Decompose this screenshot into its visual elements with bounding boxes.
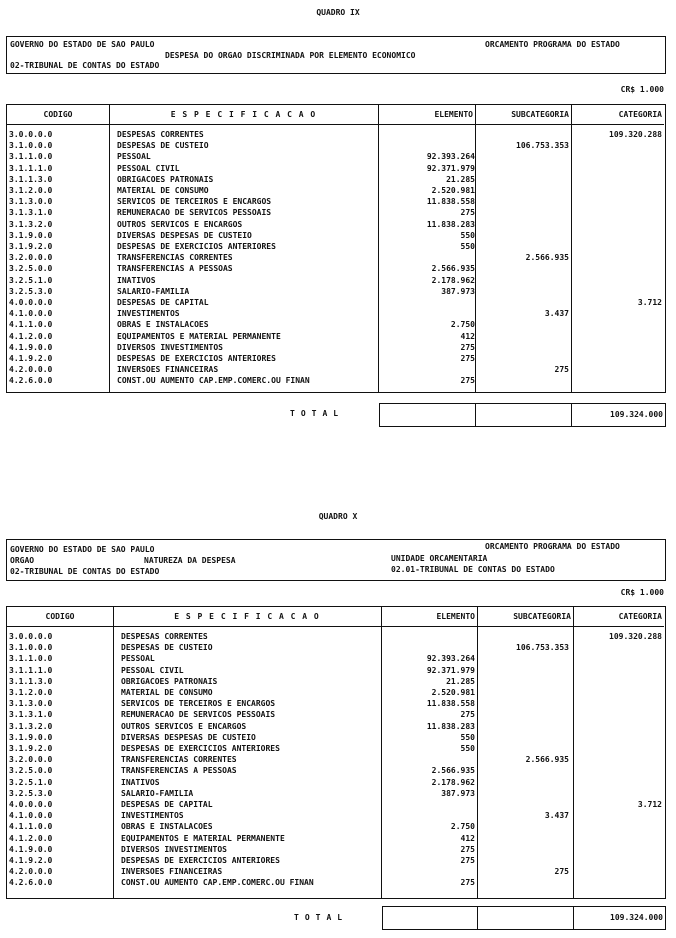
cell-elemento: 275 [460,844,475,854]
total-label: TOTAL [290,409,345,418]
quadro-x-table [6,606,666,899]
cell-elemento: 11.838.558 [426,197,475,207]
cell-especificacao: SALARIO-FAMILIA [121,788,194,798]
cell-subcategoria: 2.566.935 [525,253,569,263]
cell-especificacao: DIVERSOS INVESTIMENTOS [121,844,227,854]
quadro-ix-header-box [6,36,666,74]
col-header-elemento: ELEMENTO [434,110,473,119]
table-row [7,877,664,888]
table-row [7,308,664,319]
table-row [7,721,664,732]
cell-codigo: 3.1.9.2.0 [9,242,53,251]
cell-codigo: 3.2.0.0.0 [9,755,53,765]
total-label: TOTAL [294,913,349,922]
cell-especificacao: OBRAS E INSTALACOES [121,822,213,832]
cell-elemento: 412 [460,331,475,341]
cell-especificacao: DESPESAS DE CUSTEIO [121,643,213,653]
table-row [7,765,664,776]
cell-especificacao: DIVERSAS DESPESAS DE CUSTEIO [121,732,256,742]
table-row [7,263,664,274]
cell-codigo: 3.1.9.0.0 [9,732,53,742]
cell-especificacao: INVERSOES FINANCEIRAS [121,867,223,877]
table-row [7,241,664,252]
table-row [7,140,664,151]
cell-codigo: 3.0.0.0.0 [9,130,53,139]
cell-especificacao: DESPESAS DE EXERCICIOS ANTERIORES [117,242,276,251]
cell-especificacao: MATERIAL DE CONSUMO [117,186,209,195]
cell-especificacao: CONST.OU AUMENTO CAP.EMP.COMERC.OU FINAN [121,878,314,888]
cell-especificacao: DESPESAS DE EXERCICIOS ANTERIORES [117,354,276,363]
table-header-row [7,105,664,125]
cell-elemento: 92.393.264 [426,152,475,162]
table-row [7,163,664,174]
cell-subcategoria: 275 [554,365,569,375]
total-value: 109.324.000 [610,410,663,419]
cell-codigo: 4.1.1.0.0 [9,822,53,832]
cell-codigo: 3.1.1.1.0 [9,665,53,675]
cell-especificacao: SALARIO-FAMILIA [117,286,190,296]
table-row [7,196,664,207]
cell-especificacao: TRANSFERENCIAS CORRENTES [121,755,237,765]
cell-codigo: 4.0.0.0.0 [9,800,53,809]
col-header-especificacao: E S P E C I F I C A C A O [174,612,320,621]
table-row [7,665,664,676]
table-row [7,676,664,687]
table-row [7,342,664,353]
cell-elemento: 275 [460,878,475,888]
table-row [7,698,664,709]
quadro-ix-title: QUADRO IX [316,8,360,17]
cell-codigo: 3.1.3.2.0 [9,721,53,731]
cell-especificacao: DESPESAS CORRENTES [117,130,204,139]
cell-codigo: 3.1.2.0.0 [9,186,53,195]
cell-elemento: 21.285 [446,174,475,184]
cell-especificacao: DESPESAS DE CAPITAL [117,298,209,307]
cell-codigo: 4.2.0.0.0 [9,365,53,375]
quadro-ix-table [6,104,666,393]
cell-elemento: 275 [460,376,475,386]
table-row [7,230,664,241]
col-header-codigo: CODIGO [43,110,73,119]
col-header-subcategoria: SUBCATEGORIA [513,612,571,621]
table-row [7,687,664,698]
header-organ-label: ORGAO [10,556,35,565]
cell-especificacao: OBRAS E INSTALACOES [117,320,209,330]
table-row [7,353,664,364]
cell-codigo: 3.1.1.3.0 [9,676,53,686]
cell-subcategoria: 2.566.935 [525,755,569,765]
cell-especificacao: DESPESAS DE EXERCICIOS ANTERIORES [121,744,280,753]
table-row [7,297,664,308]
table-header-row [7,607,664,627]
cell-especificacao: EQUIPAMENTOS E MATERIAL PERMANENTE [117,331,281,341]
cell-codigo: 3.1.3.2.0 [9,219,53,229]
cell-elemento: 387.973 [441,286,475,296]
table-row [7,844,664,855]
cell-codigo: 4.1.2.0.0 [9,833,53,843]
col-header-especificacao: E S P E C I F I C A C A O [170,110,317,119]
cell-codigo: 3.2.5.3.0 [9,788,53,798]
cell-codigo: 4.2.6.0.0 [9,878,53,888]
cell-subcategoria: 3.437 [544,811,569,821]
quadro-x-header-box [6,539,666,581]
column-divider [475,404,476,426]
header-government: GOVERNO DO ESTADO DE SAO PAULO [10,545,155,554]
cell-elemento: 11.838.558 [426,699,475,709]
cell-especificacao: PESSOAL CIVIL [121,665,184,675]
total-box [379,403,666,427]
col-header-categoria: CATEGORIA [618,110,662,119]
cell-codigo: 3.1.1.0.0 [9,152,53,162]
table-row [7,129,664,140]
cell-especificacao: OBRIGACOES PATRONAIS [121,676,218,686]
cell-elemento: 550 [460,242,475,251]
header-description: NATUREZA DA DESPESA [144,556,236,565]
cell-codigo: 3.1.0.0.0 [9,141,53,151]
cell-subcategoria: 275 [554,867,569,877]
cell-especificacao: INATIVOS [121,777,160,787]
cell-especificacao: PESSOAL [117,152,151,162]
cell-elemento: 550 [460,732,475,742]
header-budget-unit-label: UNIDADE ORCAMENTARIA [391,554,488,563]
cell-codigo: 3.1.9.2.0 [9,744,53,753]
cell-elemento: 412 [460,833,475,843]
table-row [7,174,664,185]
cell-subcategoria: 106.753.353 [516,141,569,151]
cell-elemento: 2.178.962 [431,777,475,787]
cell-especificacao: DESPESAS DE CUSTEIO [117,141,209,151]
cell-elemento: 550 [460,230,475,240]
cell-especificacao: PESSOAL [121,654,155,664]
cell-elemento: 275 [460,208,475,218]
col-header-categoria: CATEGORIA [618,612,662,621]
table-row [7,331,664,342]
cell-elemento: 275 [460,856,475,865]
table-row [7,252,664,263]
cell-codigo: 3.1.3.1.0 [9,710,53,720]
cell-elemento: 92.371.979 [426,163,475,173]
cell-codigo: 3.1.3.0.0 [9,197,53,207]
cell-elemento: 21.285 [446,676,475,686]
col-header-codigo: CODIGO [45,612,75,621]
header-budget-program: ORCAMENTO PROGRAMA DO ESTADO [485,542,620,551]
cell-codigo: 3.2.5.1.0 [9,275,53,285]
cell-codigo: 3.1.3.1.0 [9,208,53,218]
table-row [7,855,664,866]
cell-especificacao: PESSOAL CIVIL [117,163,180,173]
cell-codigo: 3.1.0.0.0 [9,643,53,653]
cell-subcategoria: 106.753.353 [516,643,569,653]
cell-especificacao: DESPESAS DE EXERCICIOS ANTERIORES [121,856,280,865]
cell-especificacao: EQUIPAMENTOS E MATERIAL PERMANENTE [121,833,285,843]
cell-categoria: 3.712 [637,800,662,809]
header-organ: 02-TRIBUNAL DE CONTAS DO ESTADO [10,567,160,576]
cell-especificacao: SERVICOS DE TERCEIROS E ENCARGOS [117,197,272,207]
cell-codigo: 4.1.2.0.0 [9,331,53,341]
col-header-elemento: ELEMENTO [436,612,475,621]
table-row [7,777,664,788]
cell-elemento: 11.838.283 [426,721,475,731]
cell-elemento: 275 [460,354,475,363]
cell-codigo: 3.1.1.1.0 [9,163,53,173]
cell-codigo: 3.1.3.0.0 [9,699,53,709]
cell-codigo: 4.2.6.0.0 [9,376,53,386]
cell-elemento: 387.973 [441,788,475,798]
cell-codigo: 4.1.9.0.0 [9,342,53,352]
cell-subcategoria: 3.437 [544,309,569,319]
cell-elemento: 2.566.935 [431,766,475,776]
column-divider [573,907,574,929]
cell-elemento: 2.566.935 [431,264,475,274]
cell-codigo: 3.2.5.3.0 [9,286,53,296]
cell-especificacao: INVESTIMENTOS [121,811,184,821]
currency-unit: CR$ 1.000 [620,588,664,597]
table-row [7,754,664,765]
cell-codigo: 3.2.5.0.0 [9,264,53,274]
header-budget-unit: 02.01-TRIBUNAL DE CONTAS DO ESTADO [391,565,555,574]
cell-elemento: 2.750 [450,822,475,832]
table-row [7,732,664,743]
currency-unit: CR$ 1.000 [620,85,664,94]
cell-codigo: 4.1.1.0.0 [9,320,53,330]
cell-especificacao: DESPESAS CORRENTES [121,632,208,641]
cell-elemento: 11.838.283 [426,219,475,229]
cell-codigo: 3.1.2.0.0 [9,688,53,697]
cell-categoria: 109.320.288 [609,632,662,641]
table-row [7,151,664,162]
table-row [7,866,664,877]
cell-elemento: 275 [460,710,475,720]
cell-especificacao: OUTROS SERVICOS E ENCARGOS [121,721,247,731]
cell-elemento: 92.393.264 [426,654,475,664]
cell-especificacao: TRANSFERENCIAS CORRENTES [117,253,233,263]
cell-especificacao: INATIVOS [117,275,156,285]
total-box [382,906,666,930]
cell-codigo: 3.0.0.0.0 [9,632,53,641]
table-row [7,810,664,821]
cell-codigo: 4.1.9.2.0 [9,856,53,865]
cell-codigo: 3.2.0.0.0 [9,253,53,263]
cell-categoria: 109.320.288 [609,130,662,139]
cell-especificacao: REMUNERACAO DE SERVICOS PESSOAIS [117,208,272,218]
table-row [7,788,664,799]
cell-especificacao: INVERSOES FINANCEIRAS [117,365,219,375]
cell-codigo: 3.2.5.1.0 [9,777,53,787]
cell-especificacao: OUTROS SERVICOS E ENCARGOS [117,219,243,229]
table-row [7,364,664,375]
table-row [7,275,664,286]
cell-especificacao: SERVICOS DE TERCEIROS E ENCARGOS [121,699,276,709]
cell-codigo: 4.2.0.0.0 [9,867,53,877]
cell-categoria: 3.712 [637,298,662,307]
cell-elemento: 2.520.981 [431,186,475,195]
table-row [7,286,664,297]
cell-especificacao: OBRIGACOES PATRONAIS [117,174,214,184]
cell-especificacao: DIVERSOS INVESTIMENTOS [117,342,223,352]
column-divider [571,404,572,426]
cell-elemento: 92.371.979 [426,665,475,675]
table-row [7,631,664,642]
header-description: DESPESA DO ORGAO DISCRIMINADA POR ELEMENTO ECONOMICO [165,51,416,60]
cell-especificacao: TRANSFERENCIAS A PESSOAS [121,766,237,776]
table-row [7,219,664,230]
cell-elemento: 550 [460,744,475,753]
table-row [7,821,664,832]
cell-elemento: 2.750 [450,320,475,330]
total-value: 109.324.000 [610,913,663,922]
cell-codigo: 4.1.0.0.0 [9,309,53,319]
cell-codigo: 4.1.0.0.0 [9,811,53,821]
table-row [7,207,664,218]
table-row [7,709,664,720]
cell-especificacao: REMUNERACAO DE SERVICOS PESSOAIS [121,710,276,720]
cell-elemento: 2.520.981 [431,688,475,697]
cell-codigo: 4.1.9.2.0 [9,354,53,363]
cell-codigo: 3.1.1.3.0 [9,174,53,184]
header-government: GOVERNO DO ESTADO DE SAO PAULO [10,40,155,49]
table-row [7,319,664,330]
cell-especificacao: CONST.OU AUMENTO CAP.EMP.COMERC.OU FINAN [117,376,310,386]
cell-elemento: 2.178.962 [431,275,475,285]
cell-especificacao: MATERIAL DE CONSUMO [121,688,213,697]
column-divider [477,907,478,929]
header-organ: 02-TRIBUNAL DE CONTAS DO ESTADO [10,61,160,70]
cell-elemento: 275 [460,342,475,352]
table-row [7,375,664,386]
table-row [7,833,664,844]
quadro-x-title: QUADRO X [318,512,358,521]
table-row [7,185,664,196]
cell-codigo: 3.2.5.0.0 [9,766,53,776]
cell-especificacao: INVESTIMENTOS [117,309,180,319]
cell-especificacao: DESPESAS DE CAPITAL [121,800,213,809]
cell-codigo: 3.1.1.0.0 [9,654,53,664]
table-row [7,743,664,754]
header-budget-program: ORCAMENTO PROGRAMA DO ESTADO [485,40,620,49]
cell-especificacao: DIVERSAS DESPESAS DE CUSTEIO [117,230,252,240]
col-header-subcategoria: SUBCATEGORIA [511,110,569,119]
cell-codigo: 4.0.0.0.0 [9,298,53,307]
table-row [7,642,664,653]
cell-codigo: 4.1.9.0.0 [9,844,53,854]
table-row [7,653,664,664]
table-row [7,799,664,810]
cell-especificacao: TRANSFERENCIAS A PESSOAS [117,264,233,274]
cell-codigo: 3.1.9.0.0 [9,230,53,240]
